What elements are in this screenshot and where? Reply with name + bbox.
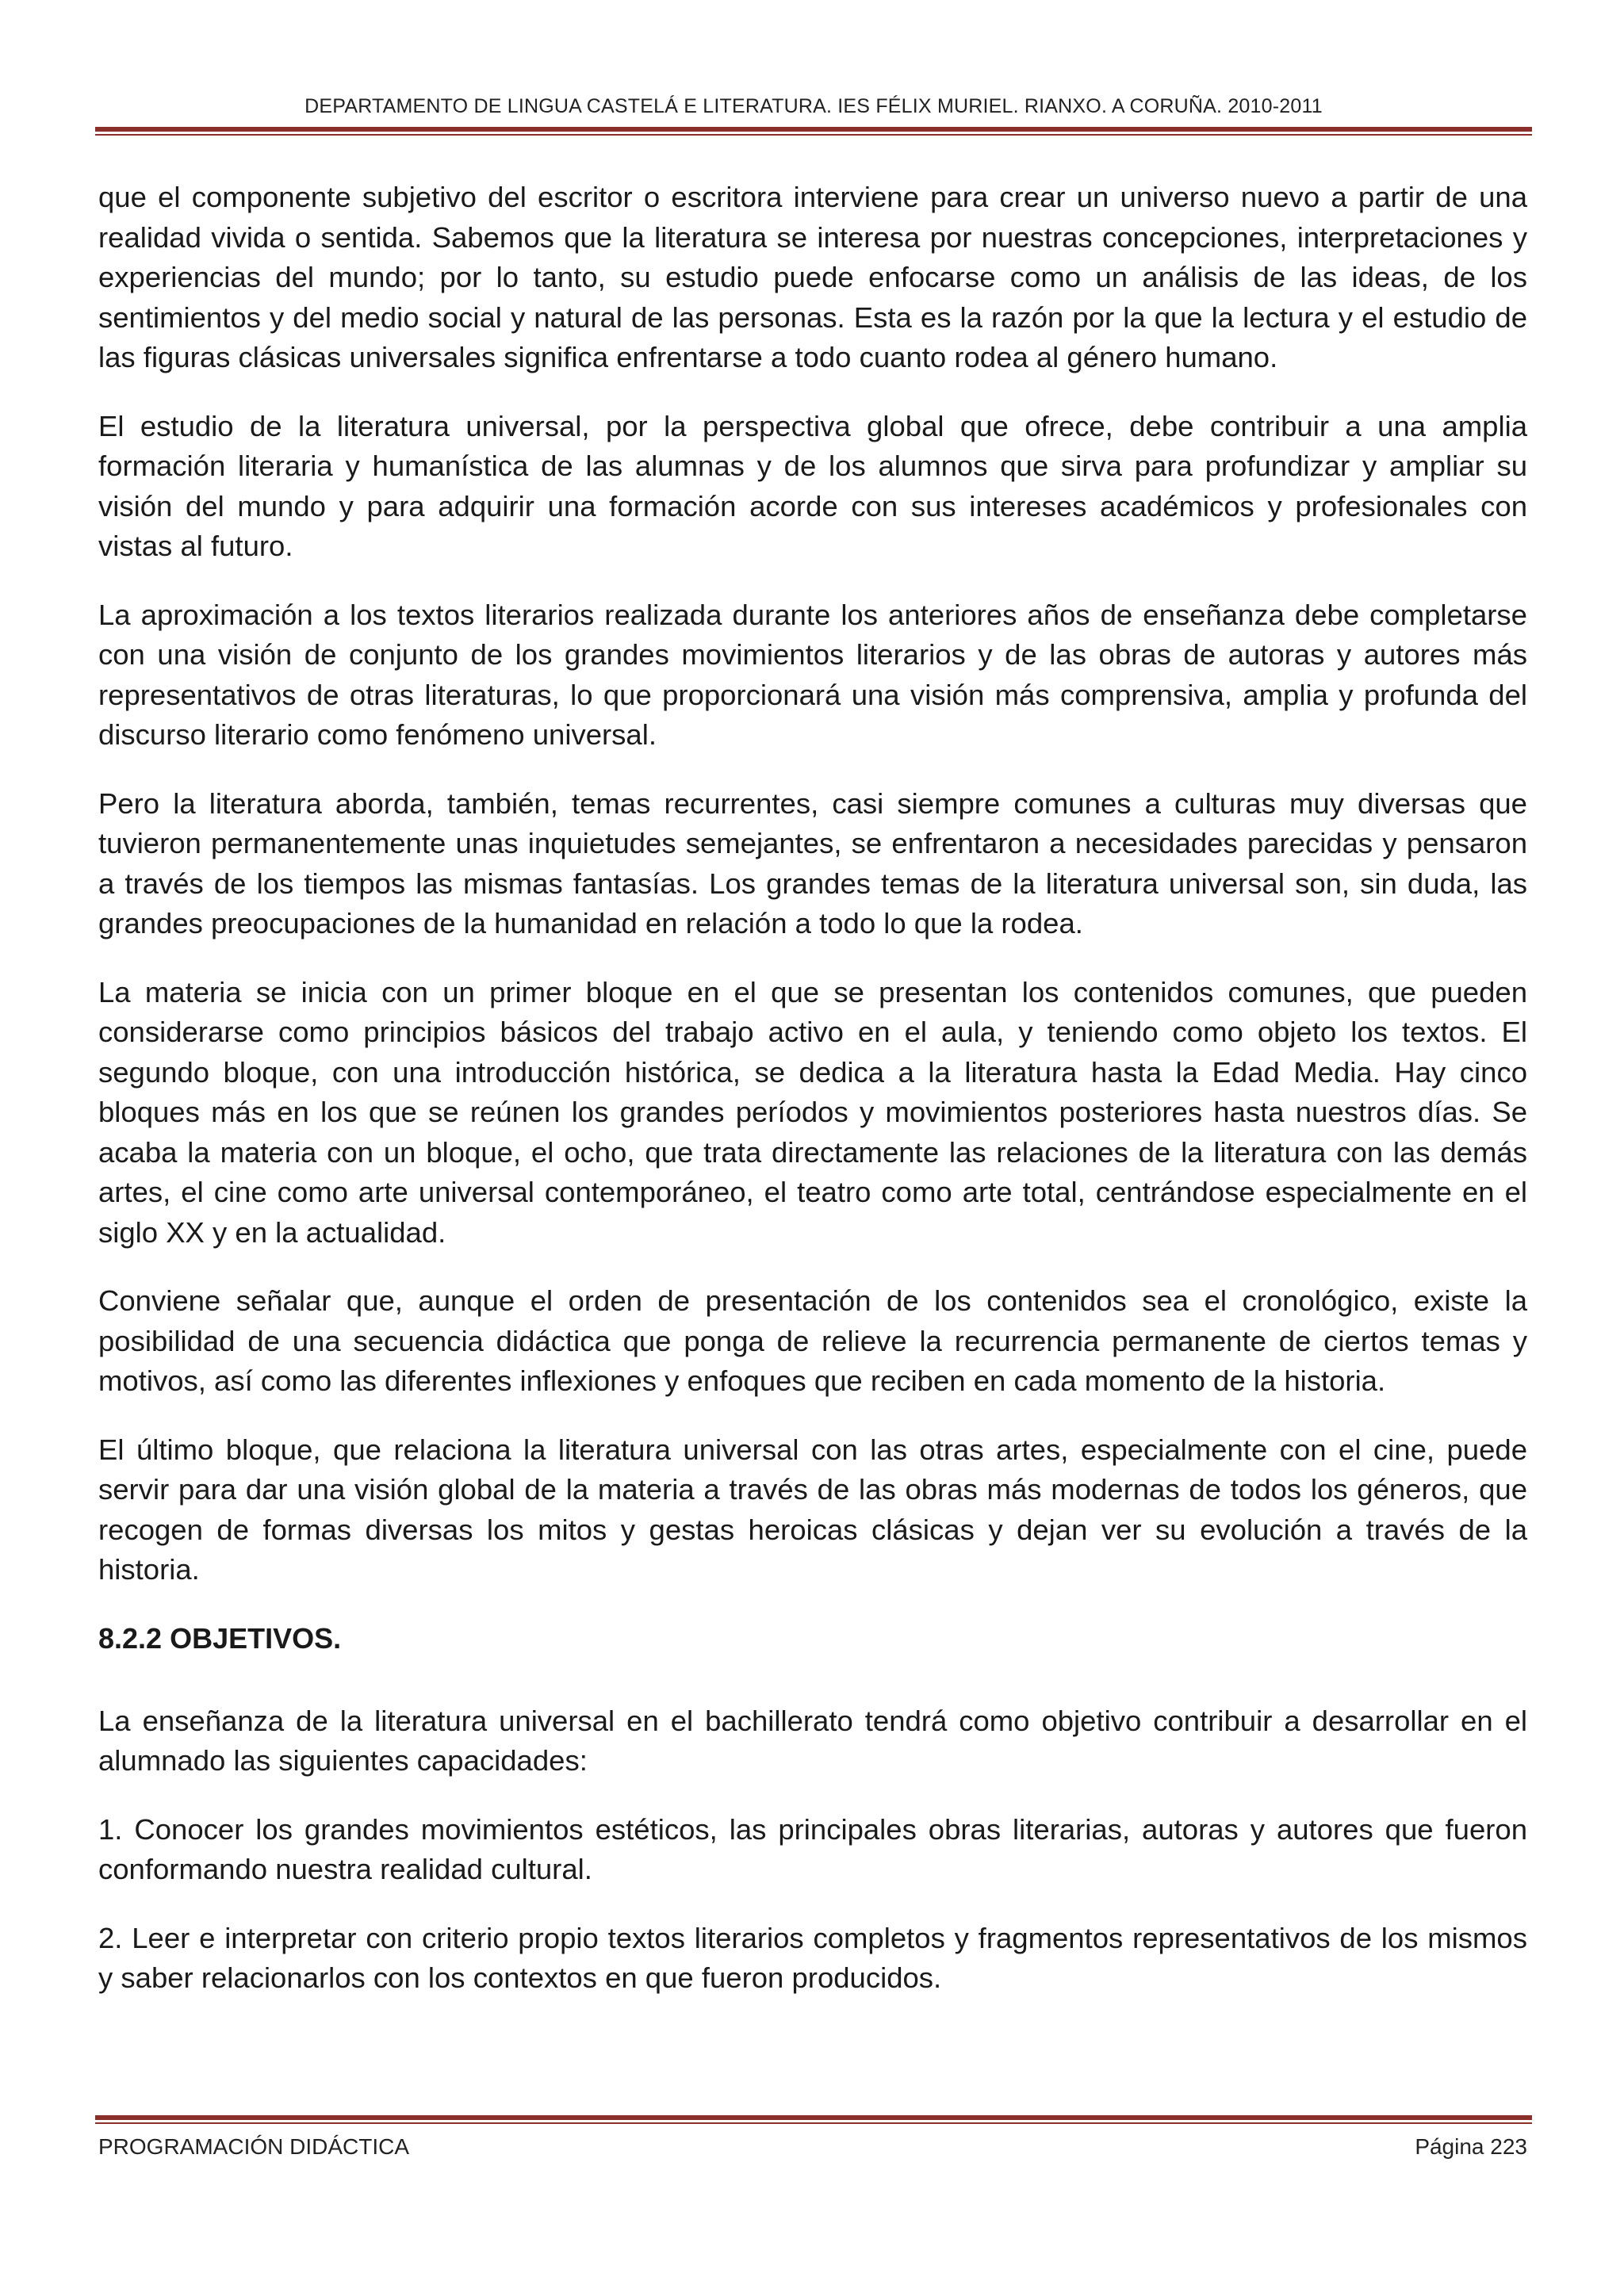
paragraph-7: El último bloque, que relaciona la literatura universal con las otras artes, especialmente con el cine, puede servir para dar una visión global de la materia a través de las obras más modernas de todos los géneros, que recogen de formas diversas los mitos y gestas heroicas clásicas y dejan ver su evolución a través de la historia. bbox=[98, 1433, 1527, 1586]
document-body bbox=[98, 178, 1527, 2027]
objectives-intro: La enseñanza de la literatura universal en el bachillerato tendrá como objetivo contribuir a desarrollar en el alumnado las siguientes capacidades: bbox=[98, 1704, 1527, 1777]
footer-document-title: PROGRAMACIÓN DIDÁCTICA bbox=[98, 2134, 410, 2159]
header-rule-thin bbox=[95, 134, 1532, 136]
paragraph-4: Pero la literatura aborda, también, temas recurrentes, casi siempre comunes a culturas muy diversas que tuvieron permanentemente unas inquietudes semejantes, se enfrentaron a necesidades parecidas y pensaron a través de los tiempos las mismas fantasías. Los grandes temas de la literatura universal son, sin duda, las grandes preocupaciones de la humanidad en relación a todo lo que la rodea. bbox=[98, 786, 1527, 939]
objective-item-1: 1. Conocer los grandes movimientos estéticos, las principales obras literarias, autoras y autores que fueron conformando nuestra realidad cultural. bbox=[98, 1812, 1527, 1885]
footer-rule bbox=[95, 2115, 1532, 2124]
objective-item-2: 2. Leer e interpretar con criterio propio textos literarios completos y fragmentos representativos de los mismos y saber relacionarlos con los contextos en que fueron producidos. bbox=[98, 1921, 1527, 1994]
section-heading-objetivos: 8.2.2 OBJETIVOS. bbox=[98, 1621, 342, 1655]
paragraph-2: El estudio de la literatura universal, por la perspectiva global que ofrece, debe contribuir a una amplia formación literaria y humanística de las alumnas y de los alumnos que sirva para profundizar y ampliar su visión del mundo y para adquirir una formación acorde con sus intereses académicos y profesionales con vistas al futuro. bbox=[98, 409, 1527, 562]
header-rule bbox=[95, 127, 1532, 136]
paragraph-1: que el componente subjetivo del escritor o escritora interviene para crear un universo nuevo a partir de una realidad vivida o sentida. Sabemos que la literatura se interesa por nuestras concepciones, interpretaciones y experiencias del mundo; por lo tanto, su estudio puede enfocarse como un análisis de las ideas, de los sentimientos y del medio social y natural de las personas. Esta es la razón por la que la lectura y el estudio de las figuras clásicas universales significa enfrentarse a todo cuanto rodea al género humano. bbox=[98, 181, 1527, 373]
paragraph-5: La materia se inicia con un primer bloque en el que se presentan los contenidos comunes, que pueden considerarse como principios básicos del trabajo activo en el aula, y teniendo como objeto los textos. El segundo bloque, con una introducción histórica, se dedica a la literatura hasta la Edad Media. Hay cinco bloques más en los que se reúnen los grandes períodos y movimientos posteriores hasta nuestros días. Se acaba la materia con un bloque, el ocho, que trata directamente las relaciones de la literatura con las demás artes, el cine como arte universal contemporáneo, el teatro como arte total, centrándose especialmente en el siglo XX y en la actualidad. bbox=[98, 975, 1527, 1249]
page-number: Página 223 bbox=[1415, 2134, 1527, 2159]
footer-rule-thin bbox=[95, 2122, 1532, 2124]
page-header: DEPARTAMENTO DE LINGUA CASTELÁ E LITERATURA. IES FÉLIX MURIEL. RIANXO. A CORUÑA. 2010-2011 bbox=[304, 95, 1323, 117]
paragraph-3: La aproximación a los textos literarios realizada durante los anteriores años de enseñanza debe completarse con una visión de conjunto de los grandes movimientos literarios y de las obras de autoras y autores más representativos de otras literaturas, lo que proporcionará una visión más comprensiva, amplia y profunda del discurso literario como fenómeno universal. bbox=[98, 598, 1527, 751]
paragraph-6: Conviene señalar que, aunque el orden de presentación de los contenidos sea el cronológico, existe la posibilidad de una secuencia didáctica que ponga de relieve la recurrencia permanente de ciertos temas y motivos, así como las diferentes inflexiones y enfoques que reciben en cada momento de la historia. bbox=[98, 1284, 1527, 1397]
